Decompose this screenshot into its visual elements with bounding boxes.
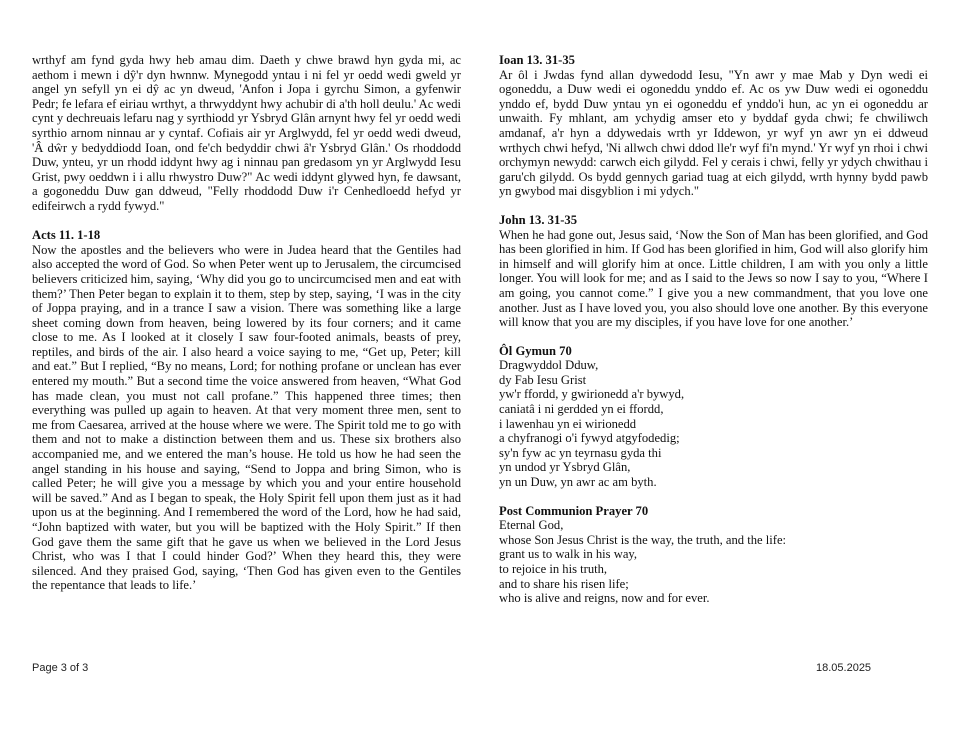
- ioan-heading: Ioan 13. 31-35: [499, 53, 575, 67]
- ioan-reading: Ar ôl i Jwdas fynd allan dywedodd Iesu, "Yn awr y mae Mab y Dyn wedi ei ogoneddu, a Duw wedi ei ogoneddu ynddo ef. Ac os yw Duw wedi ei ogoneddu ynddo ef, bydd Duw yntau yn ei ogoneddu ef ynddo'i hun, ac yn ei ogoneddu ar unwaith. Fy mhlant, am ychydig amser eto y byddaf gyda chwi; fe chwiliwch amdanaf, a'r hyn a ddywedais wrth yr Iddewon, yr wyf yn awr yn ei ddweud wrthych chwi hefyd, 'Ni allwch chwi ddod lle'r wyf fi'n mynd.' Yr wyf yn rhoi i chwi orchymyn newydd: carwch eich gilydd. Fel y cerais i chwi, felly yr ydych chwithau i garu'ch gilydd. Os bydd gennych gariad tuag at eich gilydd, wrth hynny bydd pawb yn gwybod mai disgyblion i mi ydych.": [499, 67, 928, 199]
- ol-gymun-line: Dragwyddol Dduw,: [499, 358, 599, 373]
- post-communion-line: who is alive and reigns, now and for ever.: [499, 591, 710, 606]
- welsh-acts-continuation: wrthyf am fynd gyda hwy heb amau dim. Daeth y chwe brawd hyn gyda mi, ac aethom i mewn i dŷ'r dyn hwnnw. Mynegodd yntau i ni fel yr oedd wedi gweld yr angel yn sefyll yn ei dŷ ac yn dweud, 'Anfon i Jopa i gyrchu Simon, a gyfenwir Pedr; fe lefara ef eiriau wrthyt, a thrwyddynt hwy achubir di a'th holl deulu.' Ac wedi cynt y dechreuais lefaru nag y syrthiodd yr Ysbryd Glân arnynt hwy fel yr oedd wedi syrthio arnom ninnau ar y cyntaf. Cofiais air yr Arglwydd, fel yr oedd wedi dweud, 'Â dŵr y bedyddiodd Ioan, ond fe'ch bedyddir chwi â'r Ysbryd Glân.' Os rhoddodd Duw, ynteu, yr un rhodd iddynt hwy ag i ninnau pan gredasom yn yr Arglwydd Iesu Grist, pwy oeddwn i i allu rhwystro Duw?" Ac wedi iddynt glywed hyn, fe dawsant, a gogoneddu Duw gan ddweud, "Felly rhoddodd Duw i'r Cenhedloedd hefyd yr edifeirwch a rydd fywyd.": [32, 53, 461, 213]
- john-reading: When he had gone out, Jesus said, ‘Now the Son of Man has been glorified, and God has been glorified in him. If God has been glorified in him, God will also glorify him in himself and will glorify him at once. Little children, I am with you only a little longer. You will look for me; and as I said to the Jews so now I say to you, “Where I am going, you cannot come.” I give you a new commandment, that you love one another. Just as I have loved you, you also should love one another. By this everyone will know that you are my disciples, if you have love for one another.’: [499, 227, 928, 330]
- ioan-section: [499, 53, 928, 199]
- ol-gymun-line: yn un Duw, yn awr ac am byth.: [499, 475, 657, 490]
- right-column: [499, 53, 928, 620]
- post-communion-section: [499, 504, 928, 606]
- footer-date: 18.05.2025: [816, 662, 872, 674]
- post-communion-heading: Post Communion Prayer 70: [499, 503, 649, 518]
- acts-reading: Now the apostles and the believers who were in Judea heard that the Gentiles had also accepted the word of God. So when Peter went up to Jerusalem, the circumcised believers criticized him, saying, ‘Why did you go to uncircumcised men and eat with them?’ Then Peter began to explain it to them, step by step, saying, ‘I was in the city of Joppa praying, and in a trance I saw a vision. There was something like a large sheet coming down from heaven, being lowered by its four corners; and it came close to me. As I looked at it closely I saw four-footed animals, beasts of prey, reptiles, and birds of the air. I also heard a voice saying to me, “Get up, Peter; kill and eat.” But I replied, “By no means, Lord; for nothing profane or unclean has ever entered my mouth.” But a second time the voice answered from heaven, “What God has made clean, you must not call profane.” This happened three times; then everything was pulled up again to heaven. At that very moment three men, sent to me from Caesarea, arrived at the house where we were. The Spirit told me to go with them and not to make a distinction between them and us. These six brothers also accompanied me, and we entered the man’s house. He told us how he had seen the angel standing in his house and saying, “Send to Joppa and bring Simon, who is called Peter; he will give you a message by which you and your entire household will be saved.” And as I began to speak, the Holy Spirit fell upon them just as it had upon us at the beginning. And I remembered the word of the Lord, how he had said, “John baptized with water, but you will be baptized with the Holy Spirit.” If then God gave them the same gift that he gave us when we believed in the Lord Jesus Christ, who was I that I could hinder God?’ When they heard this, they were silenced. And they praised God, saying, ‘Then God has given even to the Gentiles the repentance that leads to life.’: [32, 242, 461, 593]
- post-communion-line: Eternal God,: [499, 518, 564, 533]
- ol-gymun-line: i lawenhau yn ei wirionedd: [499, 416, 637, 431]
- post-communion-line: and to share his risen life;: [499, 576, 629, 591]
- left-column: [32, 53, 461, 593]
- page-number: Page 3 of 3: [32, 662, 89, 674]
- ol-gymun-line: yn undod yr Ysbryd Glân,: [499, 460, 631, 475]
- ol-gymun-line: caniatâ i ni gerdded yn ei ffordd,: [499, 402, 664, 417]
- ol-gymun-line: yw'r ffordd, y gwirionedd a'r bywyd,: [499, 387, 685, 402]
- ol-gymun-line: dy Fab Iesu Grist: [499, 372, 587, 387]
- acts-heading: Acts 11. 1-18: [32, 228, 101, 243]
- post-communion-line: grant us to walk in his way,: [499, 547, 638, 562]
- john-section: [499, 213, 928, 330]
- ol-gymun-heading: Ôl Gymun 70: [499, 343, 572, 358]
- ol-gymun-section: [499, 344, 928, 490]
- john-heading: John 13. 31-35: [499, 212, 578, 227]
- ol-gymun-line: a chyfranogi o'i fywyd atgyfodedig;: [499, 431, 680, 446]
- post-communion-line: to rejoice in his truth,: [499, 562, 608, 576]
- paragraph-spacer: [32, 214, 461, 229]
- post-communion-line: whose Son Jesus Christ is the way, the truth, and the life:: [499, 532, 787, 547]
- ol-gymun-line: sy'n fyw ac yn teyrnasu gyda thi: [499, 445, 662, 460]
